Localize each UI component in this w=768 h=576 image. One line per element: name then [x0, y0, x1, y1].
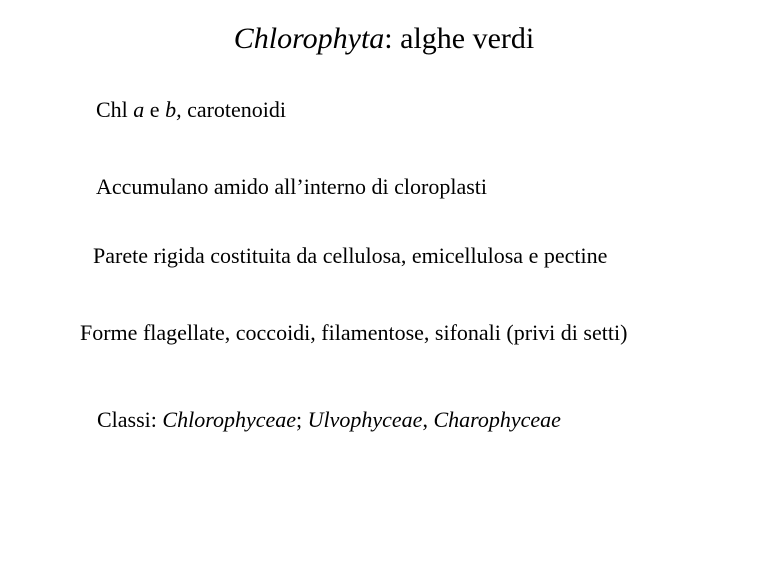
pigments-suffix: carotenoidi	[181, 97, 287, 122]
pigment-a: a	[133, 97, 145, 122]
classes-line	[97, 406, 561, 434]
pigments-and: e	[144, 97, 166, 122]
pigments-line	[96, 96, 286, 124]
forms-line: Forme flagellate, coccoidi, filamentose, sifonali (privi di setti)	[80, 320, 628, 345]
cell-wall-line: Parete rigida costituita da cellulosa, emicellulosa e pectine	[93, 243, 608, 268]
storage-line: Accumulano amido all’interno di cloroplasti	[96, 174, 488, 199]
pigment-b: b,	[165, 97, 182, 122]
classes-sep-1: ;	[296, 407, 308, 432]
title-rest: : alghe verdi	[384, 22, 535, 55]
classes-sep-2: ,	[422, 407, 434, 432]
class-chlorophyceae: Chlorophyceae	[162, 407, 296, 432]
class-charophyceae: Charophyceae	[433, 407, 561, 432]
pigments-prefix: Chl	[96, 97, 134, 122]
slide-title	[0, 20, 768, 58]
title-genus: Chlorophyta	[233, 22, 385, 55]
class-ulvophyceae: Ulvophyceae	[307, 407, 423, 432]
classes-prefix: Classi:	[97, 407, 163, 432]
